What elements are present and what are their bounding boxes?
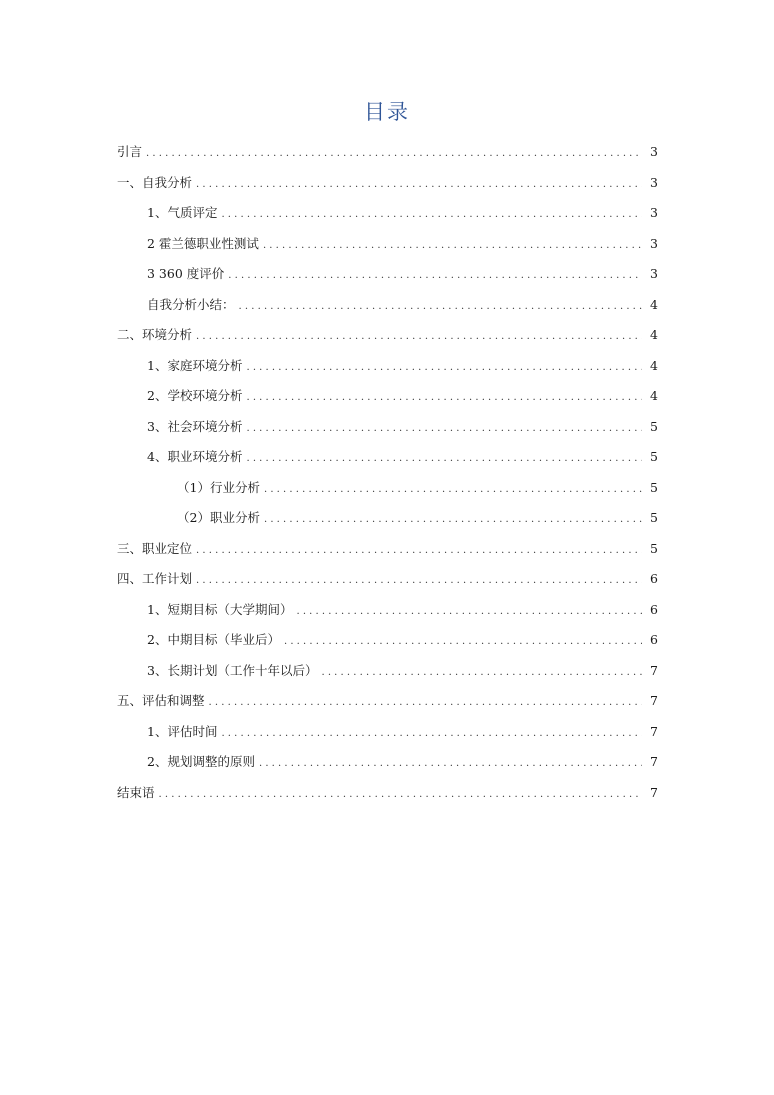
toc-entry[interactable] bbox=[117, 381, 658, 412]
toc-page-number: 7 bbox=[650, 693, 658, 708]
toc-dot-leader bbox=[246, 383, 642, 414]
toc-list bbox=[117, 137, 658, 808]
toc-entry-text: 1、短期目标（大学期间） bbox=[147, 601, 293, 617]
toc-dot-leader bbox=[284, 627, 642, 658]
toc-entry-text: 一、自我分析 bbox=[117, 174, 193, 190]
toc-page-number: 3 bbox=[650, 266, 658, 281]
toc-entry[interactable] bbox=[117, 259, 658, 290]
toc-page-number: 3 bbox=[650, 174, 658, 190]
toc-page-number: 7 bbox=[650, 662, 658, 678]
toc-dot-leader bbox=[246, 444, 642, 475]
toc-entry[interactable] bbox=[117, 442, 658, 473]
toc-page-number: 4 bbox=[650, 357, 658, 373]
toc-entry[interactable] bbox=[117, 137, 658, 168]
toc-entry[interactable] bbox=[117, 595, 658, 626]
toc-entry-text: 2、学校环境分析 bbox=[147, 388, 243, 403]
toc-entry-text: 3 360 度评价 bbox=[147, 266, 225, 281]
toc-dot-leader bbox=[296, 597, 642, 628]
toc-entry-text: 3、长期计划（工作十年以后） bbox=[147, 662, 318, 678]
toc-entry-text: 自我分析小结： bbox=[147, 296, 235, 312]
toc-entry[interactable] bbox=[117, 778, 658, 809]
toc-entry[interactable] bbox=[117, 412, 658, 443]
toc-dot-leader bbox=[263, 231, 642, 262]
toc-entry[interactable] bbox=[117, 473, 658, 504]
toc-entry-text: 1、评估时间 bbox=[147, 723, 218, 739]
toc-page-number: 4 bbox=[650, 388, 658, 403]
toc-entry[interactable] bbox=[117, 656, 658, 687]
toc-entry-text: 引言 bbox=[117, 144, 143, 159]
toc-entry-text: 二、环境分析 bbox=[117, 327, 193, 342]
toc-page-number: 4 bbox=[650, 296, 658, 312]
toc-page-number: 5 bbox=[650, 479, 658, 495]
toc-page-number: 4 bbox=[650, 327, 658, 342]
toc-entry[interactable] bbox=[117, 503, 658, 534]
toc-page-number: 5 bbox=[650, 510, 658, 525]
toc-entry-text: 3、社会环境分析 bbox=[147, 418, 243, 434]
toc-dot-leader bbox=[196, 322, 642, 353]
toc-entry-text: 三、职业定位 bbox=[117, 540, 193, 556]
toc-entry-text: 2、规划调整的原则 bbox=[147, 754, 255, 769]
toc-dot-leader bbox=[159, 780, 642, 811]
toc-page-number: 3 bbox=[650, 205, 658, 220]
toc-page-number: 7 bbox=[650, 754, 658, 769]
toc-entry[interactable] bbox=[117, 747, 658, 778]
toc-dot-leader bbox=[259, 749, 642, 780]
toc-entry-text: （2）职业分析 bbox=[177, 510, 260, 525]
toc-dot-leader bbox=[221, 719, 642, 750]
toc-dot-leader bbox=[196, 170, 642, 201]
toc-dot-leader bbox=[264, 505, 642, 536]
toc-dot-leader bbox=[209, 688, 642, 719]
toc-page-number: 6 bbox=[650, 571, 658, 586]
toc-dot-leader bbox=[321, 658, 642, 689]
toc-dot-leader bbox=[196, 536, 642, 567]
toc-page-number: 6 bbox=[650, 601, 658, 617]
toc-entry[interactable] bbox=[117, 564, 658, 595]
toc-entry-text: 五、评估和调整 bbox=[117, 693, 205, 708]
toc-page-number: 5 bbox=[650, 418, 658, 434]
toc-entry[interactable] bbox=[117, 351, 658, 382]
toc-entry[interactable] bbox=[117, 168, 658, 199]
toc-dot-leader bbox=[221, 200, 642, 231]
toc-dot-leader bbox=[246, 414, 642, 445]
toc-entry[interactable] bbox=[117, 320, 658, 351]
toc-entry-text: 结束语 bbox=[117, 784, 155, 800]
toc-entry[interactable] bbox=[117, 229, 658, 260]
toc-title: 目录 bbox=[364, 100, 410, 124]
toc-entry[interactable] bbox=[117, 534, 658, 565]
toc-entry[interactable] bbox=[117, 686, 658, 717]
toc-page-number: 3 bbox=[650, 144, 658, 159]
toc-page-number: 6 bbox=[650, 632, 658, 647]
toc-entry-text: （1）行业分析 bbox=[177, 479, 260, 495]
toc-page-number: 7 bbox=[650, 723, 658, 739]
toc-page-number: 5 bbox=[650, 540, 658, 556]
toc-page-number: 3 bbox=[650, 235, 658, 251]
toc-page-number: 7 bbox=[650, 784, 658, 800]
toc-entry-text: 四、工作计划 bbox=[117, 571, 193, 586]
toc-page-number: 5 bbox=[650, 449, 658, 464]
toc-entry[interactable] bbox=[117, 198, 658, 229]
toc-entry-text: 1、气质评定 bbox=[147, 205, 218, 220]
toc-dot-leader bbox=[196, 566, 642, 597]
toc-entry-text: 4、职业环境分析 bbox=[147, 449, 243, 464]
toc-entry-text: 1、家庭环境分析 bbox=[147, 357, 243, 373]
toc-dot-leader bbox=[146, 139, 642, 170]
toc-dot-leader bbox=[228, 261, 642, 292]
toc-entry-text: 2 霍兰德职业性测试 bbox=[147, 235, 259, 251]
toc-entry[interactable] bbox=[117, 625, 658, 656]
toc-dot-leader bbox=[246, 353, 642, 384]
toc-entry[interactable] bbox=[117, 717, 658, 748]
toc-dot-leader bbox=[239, 292, 642, 323]
toc-dot-leader bbox=[264, 475, 642, 506]
toc-entry-text: 2、中期目标（毕业后） bbox=[147, 632, 280, 647]
toc-entry[interactable] bbox=[117, 290, 658, 321]
